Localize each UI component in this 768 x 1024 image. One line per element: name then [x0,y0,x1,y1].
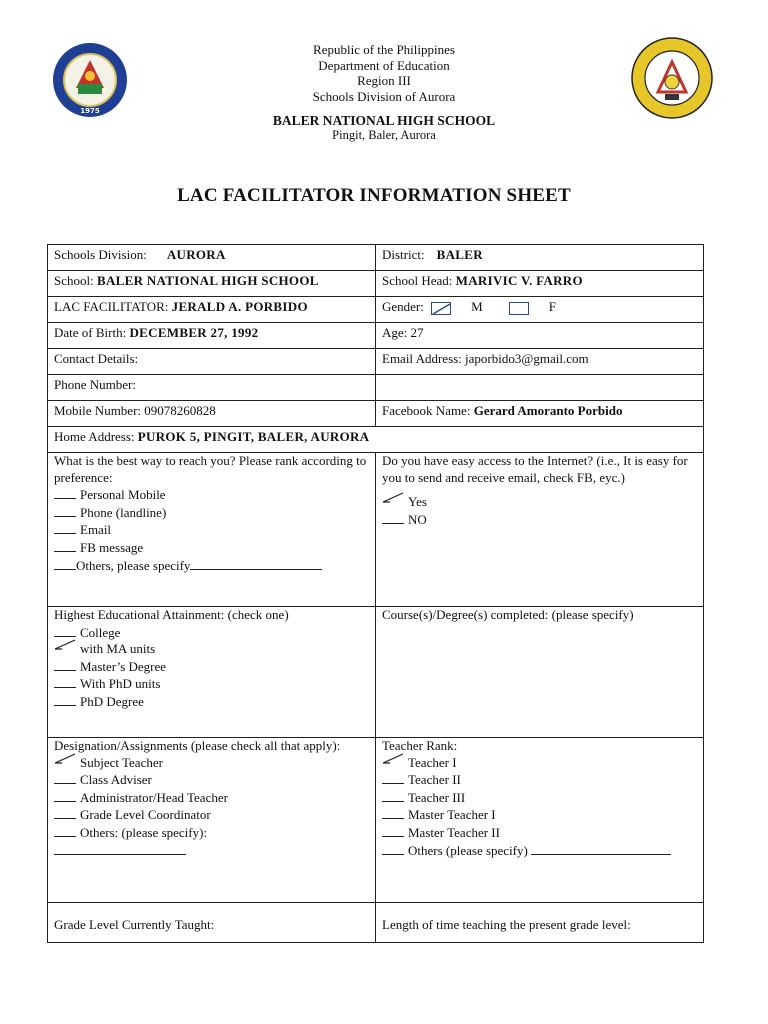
form-row [48,375,704,401]
letterhead-school-name: BALER NATIONAL HIGH SCHOOL [272,113,496,128]
form-row [48,401,704,427]
mobile-field [48,401,376,427]
phone-field [48,375,376,401]
district-label: District: [382,247,425,262]
school-head-value: MARIVIC V. FARRO [455,273,583,288]
education-question: Highest Educational Attainment: (check one) [54,607,289,622]
gender-female-checkbox[interactable] [509,302,529,315]
facilitator-value: JERALD A. PORBIDO [171,299,308,314]
reach-option-others: Others, please specify [54,557,369,575]
designation-option: Administrator/Head Teacher [54,789,369,807]
rank-option: Master Teacher I [382,806,697,824]
others-specify-line[interactable] [190,557,322,570]
letterhead-line-department: Department of Education [318,57,450,73]
age-label: Age: [382,325,408,340]
education-check-mark[interactable] [54,641,76,653]
gender-male-label: M [471,299,483,314]
designation-specify-line[interactable] [54,842,186,855]
designation-question: Designation/Assignments (please check all that apply): [54,738,341,753]
teacher-rank-question: Teacher Rank: [382,738,458,753]
form-row [48,271,704,297]
sheet-title: LAC FACILITATOR INFORMATION SHEET [177,185,571,206]
letterhead-line-division: Schools Division of Aurora [312,88,456,104]
facebook-value: Gerard Amoranto Porbido [473,403,623,418]
education-option: With PhD units [54,675,369,693]
rank-blank[interactable] [54,539,76,552]
grade-level-label: Grade Level Currently Taught: [54,917,215,932]
reach-question: What is the best way to reach you? Please rank according to preference: [54,453,367,485]
grade-length-label: Length of time teaching the present grade level: [382,917,631,932]
letterhead-line-republic: Republic of the Philippines [313,42,455,57]
information-form [47,244,704,943]
division-label: Schools Division: [54,247,147,262]
designation-option: Grade Level Coordinator [54,806,369,824]
form-row [48,738,704,903]
contact-field [48,349,376,375]
phone-blank-cell [376,375,704,401]
letterhead [0,42,768,142]
form-row [48,297,704,323]
form-row [48,607,704,738]
rank-blank[interactable] [54,557,76,570]
facebook-label: Facebook Name: [382,403,471,418]
form-row [48,453,704,607]
rank-check-mark[interactable] [382,755,404,767]
education-option: PhD Degree [54,693,369,711]
designation-option: Class Adviser [54,771,369,789]
yes-check-mark[interactable] [382,494,404,506]
designation-cell [48,738,376,903]
education-option: with MA units [54,641,369,658]
designation-specify-line-row [54,842,369,860]
education-option: Master’s Degree [54,658,369,676]
rank-blank[interactable] [54,504,76,517]
age-value: 27 [410,325,424,340]
age-field [376,323,704,349]
dob-field [48,323,376,349]
reach-preference-cell [48,453,376,607]
form-row [48,323,704,349]
division-field [48,245,376,271]
home-address-value: PUROK 5, PINGIT, BALER, AURORA [137,429,370,444]
district-value: BALER [436,247,483,262]
rank-option: Teacher III [382,789,697,807]
rank-option: Teacher I [382,755,697,772]
internet-option-no: NO [382,511,697,529]
phone-label: Phone Number: [54,377,136,392]
grade-level-cell [48,903,376,943]
gender-female-label: F [548,299,556,314]
email-label: Email Address: [382,351,462,366]
gender-label: Gender: [382,299,424,314]
gender-male-checkbox[interactable] [431,302,451,315]
course-cell [376,607,704,738]
internet-question: Do you have easy access to the Internet? (i.e., It is easy for you to send and receive email, check FB, eyc.) [382,453,688,485]
dob-label: Date of Birth: [54,325,127,340]
facilitator-label: LAC FACILITATOR: [54,299,169,314]
rank-blank[interactable] [54,486,76,499]
no-blank[interactable] [382,511,404,524]
grade-length-cell [376,903,704,943]
email-value: japorbido3@gmail.com [465,351,589,366]
reach-option: Email [54,521,369,539]
rank-specify-line[interactable] [531,842,671,855]
contact-label: Contact Details: [54,351,139,366]
designation-option: Subject Teacher [54,755,369,772]
education-option: College [54,624,369,642]
school-head-field [376,271,704,297]
reach-option: Phone (landline) [54,504,369,522]
form-row [48,427,704,453]
facilitator-field [48,297,376,323]
home-address-field [48,427,704,453]
mobile-label: Mobile Number: [54,403,142,418]
internet-access-cell [376,453,704,607]
teacher-rank-cell [376,738,704,903]
education-cell [48,607,376,738]
form-row [48,349,704,375]
gender-field [376,297,704,323]
rank-blank[interactable] [54,521,76,534]
rank-option-others: Others (please specify) [382,842,697,860]
division-value: AURORA [166,247,226,262]
letterhead-school-address: Pingit, Baler, Aurora [332,128,436,142]
facebook-field [376,401,704,427]
district-field [376,245,704,271]
internet-option-yes: Yes [382,494,697,511]
course-question: Course(s)/Degree(s) completed: (please specify) [382,607,634,622]
dob-value: DECEMBER 27, 1992 [129,325,259,340]
rank-option: Master Teacher II [382,824,697,842]
letterhead-line-region: Region III [357,73,411,88]
reach-option: FB message [54,539,369,557]
seal-year: 1975 [80,107,100,115]
rank-option: Teacher II [382,771,697,789]
designation-check-mark[interactable] [54,755,76,767]
school-label: School: [54,273,94,288]
school-head-label: School Head: [382,273,453,288]
mobile-value: 09078260828 [144,403,216,418]
email-field [376,349,704,375]
form-row [48,903,704,943]
home-address-label: Home Address: [54,429,135,444]
designation-option: Others: (please specify): [54,824,369,842]
form-row [48,245,704,271]
school-field [48,271,376,297]
school-value: BALER NATIONAL HIGH SCHOOL [96,273,319,288]
reach-option: Personal Mobile [54,486,369,504]
